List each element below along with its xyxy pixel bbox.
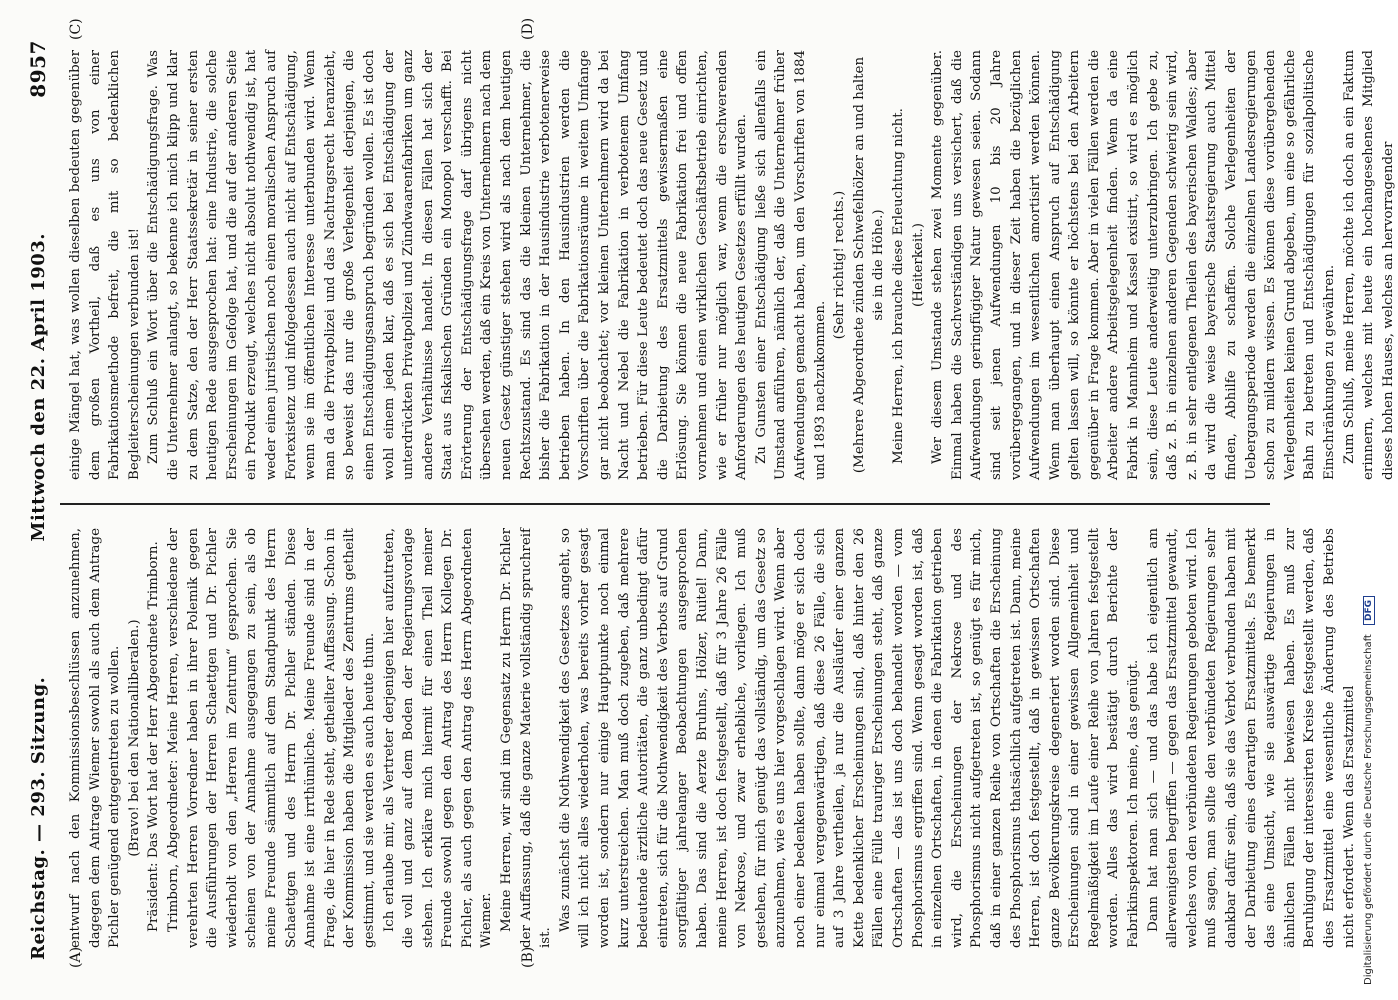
paragraph: Trimborn, Abgeordneter: Meine Herren, verschiedene der verehrten Herren Vorredner haben in ihrer Polemik gegen die Ausführungen der Herren Schaettgen und Dr. Pichler wiederholt von den „Herren im Zentrum“ gesprochen. Sie scheinen von der Annahme ausgegangen zu sein, als ob meine Freunde sämmtlich auf dem Standpunkt des Herrn Schaettgen und des Herrn Dr. Pichler ständen. Diese Annahme ist eine irrthümliche. Meine Freunde sind in der Frage, die hier in Rede steht, getheilter Auffassung. Schon in der Kommission haben die Mitglieder des Zentrums getheilt gestimmt, und sie werden es auch heute thun.	[165, 528, 377, 948]
paragraph: einige Mängel hat, was wollen dieselben bedeuten gegenüber dem großen Vortheil, daß es uns von einer Fabrikationsmethode befreit, die mit so bedenklichen Begleiterscheinungen verbunden ist!	[68, 50, 142, 480]
dfg-logo-icon: DFG	[1363, 596, 1375, 625]
paragraph: Dann hat man sich — und das habe ich eigentlich am allerwenigsten begriffen — gegen das Ersatzmittel gewandt, welches von den verbündeten Regierungen geboten wird. Ich muß sagen, man sollte den verbündeten Regierungen sehr dankbar dafür sein, daß sie das Verbot verbunden haben mit der Darbietung eines derartigen Ersatzmittels. Es bemerkt das eine Umsicht, wie sie auswärtige Regierungen in ähnlichen Fällen nicht bewiesen haben. Es muß zur Beruhigung der interessirten Kreise festgestellt werden, daß dies Ersatzmittel eine wesentliche Änderung des Betriebs nicht erfordert. Wenn das Ersatzmittel	[1145, 528, 1357, 948]
paragraph: Ich erlaube mir, als Vertreter derjenigen hier aufzutreten, die voll und ganz auf dem Boden der Regierungsvorlage stehen. Ich erkläre mich hiermit für einen Theil meiner Freunde sowohl gegen den Antrag des Herrn Kollegen Dr. Pichler, als auch gegen den Antrag des Herrn Abgeordneten Wiemer.	[381, 528, 495, 948]
paragraph: Zum Schluß, meine Herren, möchte ich doch an ein Faktum erinnern, welches mit heute ein hochangesehenes Mitglied dieses hohen Hauses, welches an hervorragender	[1341, 50, 1396, 480]
paragraph: entwurf nach den Kommissionsbeschlüssen anzunehmen, dagegen dem Antrage Wiemer sowohl als auch dem Antrage Pichler genügend entgegentreten zu wollen.	[68, 528, 123, 948]
paragraph: Präsident: Das Wort hat der Herr Abgeordnete Trimborn.	[146, 541, 162, 932]
paragraph: Wer diesem Umstande stehen zwei Momente gegenüber. Einmal haben die Sachverständigen uns versichert, daß die Aufwendungen geringfügiger Natur gewesen seien. Sodann sind seit jenen Aufwendungen 10 bis 20 Jahre vorübergegangen, und in dieser Zeit haben die bezüglichen Aufwendungen im wesentlichen amortisirt werden können. Wenn man überhaupt einen Anspruch auf Entschädigung gelten lassen will, so könnte er höchstens bei den Arbeitern gegenüber in Frage kommen. Aber in vielen Fällen werden die Arbeiter andere Arbeitsgelegenheit finden. Wenn da eine Fabrik in Mannheim und Kassel existirt, so wird es möglich sein, diese Leute anderweitig unterzubringen. Ich gebe zu, daß z. B. in einzelnen anderen Gegenden schwierig sein wird, z. B. in sehr entlegenen Theilen des bayerischen Waldes; aber da wird die weise bayerische Staatsregierung auch Mittel finden, Abhilfe zu schaffen. Solche Verlegenheiten der Uebergangsperiode werden die einzelnen Landesregierungen schon zu mildern wissen. Es können diese vorübergehenden Verlegenheiten keinen Grund abgeben, um eine so gefährliche Bahn zu betreten und Entschädigungen für sozialpolitische Einschränkungen zu gewähren.	[930, 50, 1337, 480]
paragraph: Meine Herren, ich brauche diese Erleuchtung nicht.	[890, 108, 906, 464]
interjection: (Sehr richtig! rechts.)	[832, 190, 848, 340]
paragraph: Zu Gunsten einer Entschädigung ließe sich allenfalls ein Umstand anführen, nämlich der, daß die Unternehmer früher Aufwendungen gemacht haben, um den Vorschriften von 1884 und 1893 nachzukommen.	[753, 50, 828, 480]
paragraph: Zum Schluß ein Wort über die Entschädigungsfrage. Was die Unternehmer anlangt, so bekenne ich mich klipp und klar zu dem Satze, den der Herr Staatssekretär in seiner ersten heutigen Rede ausgesprochen hat: eine Industrie, die solche Erscheinungen im Gefolge hat, und die auf der anderen Seite ein Produkt erzeugt, welches nicht absolut nothwendig ist, hat weder einen juristischen noch einen moralischen Anspruch auf Fortexistenz und infolgedessen auch nicht auf Entschädigung, wenn sie im öffentlichen Interesse unterbunden wird. Wenn man da die Privatpolizei und das Nachtragsrecht heranzieht, so beweist das nur die große Verlegenheit derjenigen, die einen Entschädigungsanspruch begründen wollen. Es ist doch wohl einem jeden klar, daß es sich bei Entschädigung der unterdrückten Privatpolizei und Zündwaarenfabriken um ganz andere Verhältnisse handelt. In diesen Fällen hat sich der Staat aus fiskalischen Gründen ein Monopol verschafft. Bei Erörterung der Entschädigungsfrage darf übrigens nicht übersehen werden, daß ein Kreis von Unternehmern nach dem neuen Gesetz günstiger stehen wird als nach dem heutigen Rechtszustand. Es sind das die kleinen Unternehmer, die bisher die Fabrikation in der Hausindustrie verbotenerweise betrieben haben. In den Hausindustrien werden die Vorschriften über die Fabrikationsräume in weitem Umfange gar nicht beobachtet; vor kleinen Unternehmern wird da bei Nacht und Nebel die Fabrikation in verbotenem Umfang betrieben. Für diese Leute bedeutet doch das neue Gesetz und die Darbietung des Ersatzmittels gewissermaßen eine Erlösung. Sie können die neue Fabrikation frei und offen vornehmen und einen wirklichen Geschäftsbetrieb einrichten, wie er früher nur möglich war, wenn die erschwerenden Anforderungen des heutigen Gesetzes erfüllt wurden.	[146, 50, 750, 480]
interjection: (Heiterkeit.)	[910, 223, 926, 307]
column-divider	[60, 503, 1270, 505]
funding-notice	[1363, 596, 1375, 985]
margin-marker-c: (C)	[68, 18, 84, 40]
funding-text: Digitalisierung gefördert durch die Deutsche Forschungsgemeinschaft	[1363, 634, 1374, 985]
margin-marker-d: (D)	[520, 17, 536, 40]
right-column	[66, 50, 1398, 480]
header-left: Reichstag. — 293. Sitzung.	[27, 676, 49, 960]
margin-marker-b: (B)	[520, 946, 536, 968]
page-header	[20, 40, 56, 960]
margin-marker-a: (A)	[68, 946, 84, 968]
page-number: 8957	[26, 40, 50, 98]
interjection: (Mehrere Abgeordnete zünden Schwefelhölzer an und halten sie in die Höhe.)	[851, 56, 887, 474]
interjection: (Bravo! bei den Nationalliberalen.)	[126, 619, 142, 857]
footer-strip	[1355, 0, 1383, 1000]
paragraph: Meine Herren, wir sind im Gegensatz zu Herrn Dr. Pichler der Auffassung, daß die ganze Materie vollständig spruchreif ist.	[499, 528, 554, 948]
paragraph: Was zunächst die Nothwendigkeit des Gesetzes angeht, so will ich nicht alles wiederholen, was bereits vorher gesagt worden ist, sondern nur einige Hauptpunkte noch einmal kurz unterstreichen. Man muß doch zugeben, daß mehrere bedeutende ärztliche Autoritäten, die ganz unbedingt dafür eintreten, sich für die Nothwendigkeit des Verbots auf Grund sorgfältiger jahrelanger Beobachtungen ausgesprochen haben. Das sind die Aerzte Bruhns, Hölzer, Ruitel! Dann, meine Herren, ist doch festgestellt, daß für 3 Jahre 26 Fälle von Nekrose, und zwar erhebliche, vorliegen. Ich muß gestehen, für mich genügt das vollständig, um das Gesetz so anzunehmen, wie es uns hier vorgeschlagen wird. Wenn aber noch einer bedenken haben sollte, dann möge er sich doch nur einmal vergegenwärtigen, daß diese 26 Fälle, die sich auf 3 Jahre vertheilen, ja nur die Ausläufer einer ganzen Kette bedenklicher Erscheinungen sind, daß hinter den 26 Fällen eine Fülle trauriger Erscheinungen steht, daß ganze Ortschaften — das ist uns doch behandelt worden — vom Phosphorismus ergriffen sind. Wenn gesagt worden ist, daß in einzelnen Ortschaften, in denen die Fabrikation getrieben wird, die Erscheinungen der Nekrose und des Phosphorismus nicht aufgetreten ist, so genügt es für mich, daß in einer ganzen Reihe von Ortschaften die Erscheinung des Phosphorismus thatsächlich aufgetreten ist. Dann, meine Herren, ist doch festgestellt, daß in gewissen Ortschaften ganze Bevölkerungskreise degeneriert worden sind. Diese Erscheinungen sind in einer gewissen Allgemeinheit und Regelmäßigkeit im Laufe einer Reihe von Jahren festgestellt worden. Alles das wird bestätigt durch Berichte der Fabrikinspektoren. Ich meine, das genügt.	[557, 528, 1142, 948]
header-center: Mittwoch den 22. April 1903.	[27, 232, 49, 542]
left-column	[66, 528, 1359, 948]
